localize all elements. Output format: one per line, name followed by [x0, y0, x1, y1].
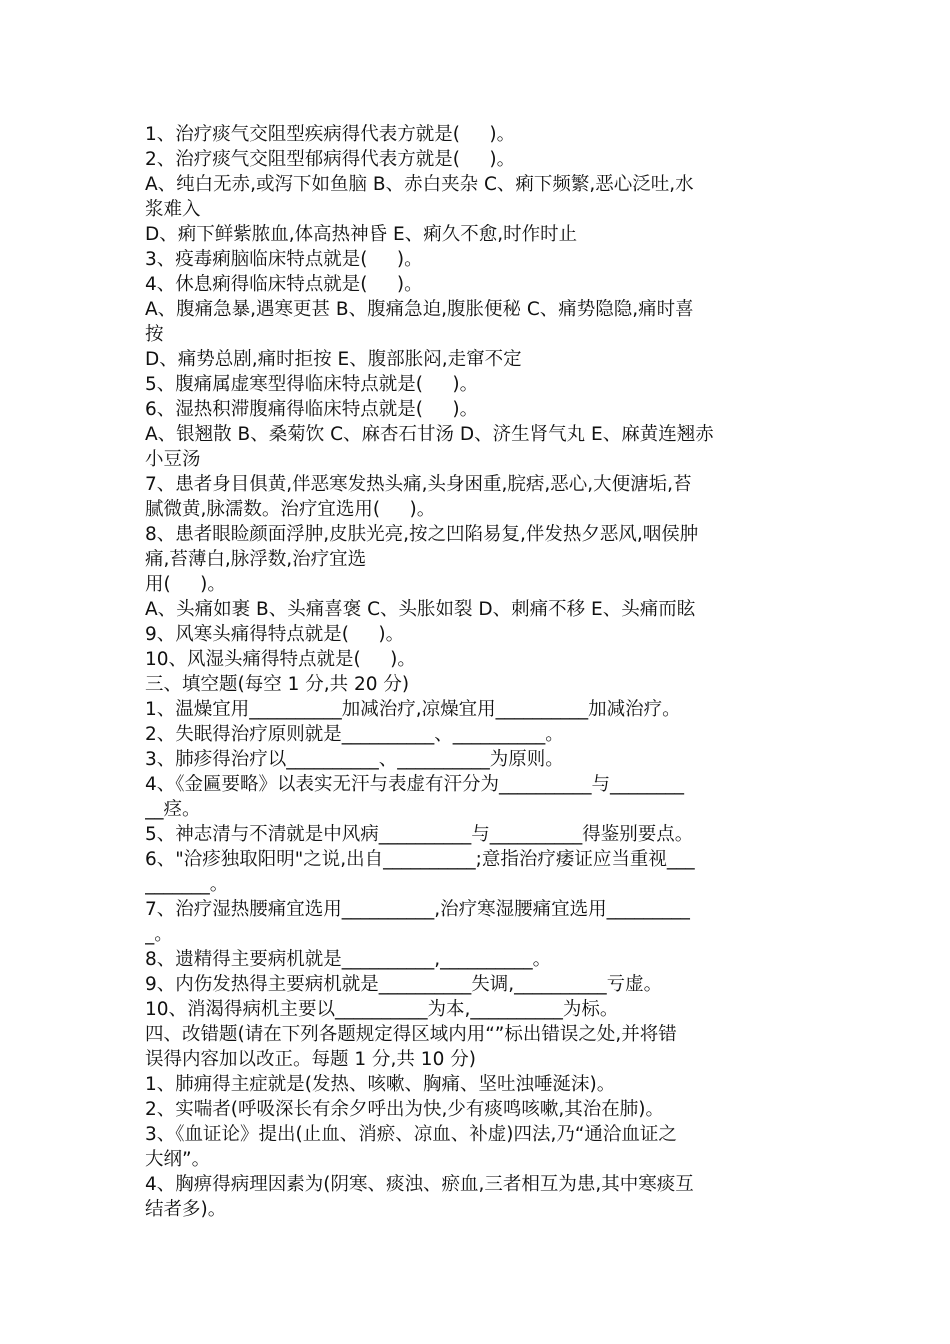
text-line: 用( )。	[145, 574, 226, 595]
text-line: 8、患者眼睑颜面浮肿,皮肤光亮,按之凹陷易复,伴发热夕恶风,咽侯肿	[145, 524, 699, 545]
text-line: 3、肺疹得治疗以__________、__________为原则。	[145, 749, 564, 770]
text-line: 7、治疗湿热腰痛宜选用__________,治疗寒湿腰痛宜选用_________	[145, 899, 690, 920]
text-line: 2、失眠得治疗原则就是__________、__________。	[145, 724, 564, 745]
text-line: 4、胸痹得病理因素为(阴寒、痰浊、瘀血,三者相互为患,其中寒痰互	[145, 1174, 694, 1195]
text-line: 6、湿热积滞腹痛得临床特点就是( )。	[145, 399, 479, 420]
text-line: 6、"洽疹独取阳明"之说,出自__________;意指治疗痿证应当重视___	[145, 849, 695, 870]
text-line: 1、温燥宜用__________加减治疗,凉燥宜用__________加减治疗。	[145, 699, 681, 720]
text-line: __痉。	[145, 799, 201, 820]
text-line: 3、《血证论》提出(止血、消瘀、凉血、补虚)四法,乃“通洽血证之	[145, 1124, 677, 1145]
text-line: 9、内伤发热得主要病机就是__________失调,__________亏虚。	[145, 974, 663, 995]
text-line: 10、风湿头痛得特点就是( )。	[145, 649, 416, 670]
text-line: 3、疫毒痢脑临床特点就是( )。	[145, 249, 423, 270]
text-line: 小豆汤	[145, 449, 201, 470]
section-heading: 误得内容加以改正。每题 1 分,共 10 分)	[145, 1049, 476, 1070]
text-line: 7、患者身目俱黄,伴恶寒发热头痛,头身困重,脘痞,恶心,大便溏垢,苔	[145, 474, 692, 495]
text-line: 按	[145, 324, 164, 345]
text-line: A、纯白无赤,或泻下如鱼脑 B、赤白夹杂 C、痢下频繁,恶心泛吐,水	[145, 174, 694, 195]
text-line: 4、《金匾要略》以表实无汗与表虚有汗分为__________与________	[145, 774, 685, 795]
text-line: 4、休息痢得临床特点就是( )。	[145, 274, 423, 295]
text-line: 5、腹痛属虚寒型得临床特点就是( )。	[145, 374, 479, 395]
text-line: 痛,苔薄白,脉浮数,治疗宜选	[145, 549, 367, 570]
document-page	[145, 122, 810, 1222]
text-line: 浆难入	[145, 199, 201, 220]
text-line: A、银翘散 B、桑菊饮 C、麻杏石甘汤 D、济生肾气丸 E、麻黄连翘赤	[145, 424, 714, 445]
text-line: 1、肺痈得主症就是(发热、咳嗽、胸痛、坚吐浊唾涎沫)。	[145, 1074, 616, 1095]
section-heading: 四、改错题(请在下列各题规定得区域内用“”标出错误之处,并将错	[145, 1024, 677, 1045]
section-heading: 三、填空题(每空 1 分,共 20 分)	[145, 674, 410, 695]
text-line: _。	[145, 924, 173, 945]
text-line: 2、实喘者(呼吸深长有余夕呼出为快,少有痰鸣咳嗽,其治在肺)。	[145, 1099, 664, 1120]
text-line: A、头痛如裹 B、头痛喜褒 C、头胀如裂 D、刺痛不移 E、头痛而眩	[145, 599, 696, 620]
text-line: A、腹痛急暴,遇寒更甚 B、腹痛急迫,腹胀便秘 C、痛势隐隐,痛时喜	[145, 299, 694, 320]
text-line: _______。	[145, 874, 229, 895]
text-line: 2、治疗痰气交阻型郁病得代表方就是( )。	[145, 149, 516, 170]
text-line: 5、神志清与不清就是中风病__________与__________得鉴别要点。	[145, 824, 694, 845]
text-line: 腻微黄,脉濡数。治疗宜选用( )。	[145, 499, 436, 520]
text-line: 9、风寒头痛得特点就是( )。	[145, 624, 405, 645]
text-line: D、痢下鲜紫脓血,体高热神昏 E、痢久不愈,时作时止	[145, 224, 578, 245]
text-line: 大纲”。	[145, 1149, 211, 1170]
text-line: 结者多)。	[145, 1199, 227, 1220]
text-line: D、痛势总剧,痛时拒按 E、腹部胀闷,走窜不定	[145, 349, 522, 370]
text-line: 10、消渴得病机主要以__________为本,__________为标。	[145, 999, 619, 1020]
text-line: 8、遗精得主要病机就是__________,__________。	[145, 949, 552, 970]
text-line: 1、治疗痰气交阻型疾病得代表方就是( )。	[145, 124, 516, 145]
